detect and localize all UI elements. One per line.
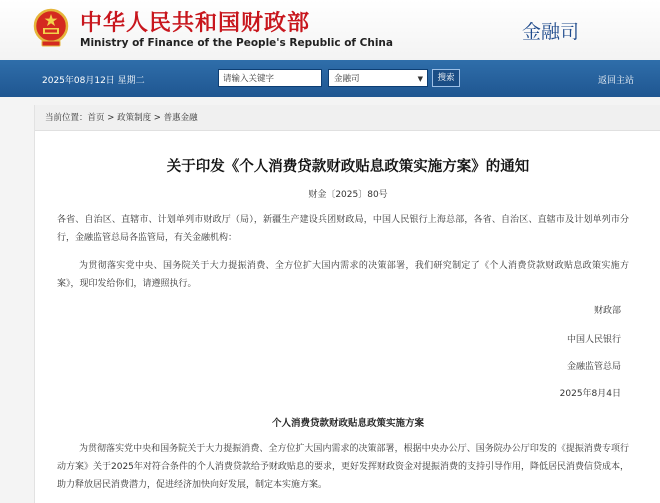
return-home-link[interactable]: 返回主站: [598, 76, 635, 86]
site-title-en: Ministry of Finance of the People's Republic of China: [80, 37, 393, 49]
search-button[interactable]: 搜索: [432, 69, 460, 87]
document-body: 为贯彻落实党中央、国务院关于大力提振消费、全方位扩大国内需求的决策部署，我们研究制定了《个人消费贷款财政贴息政策实施方案》，现印发给你们，请遵照执行。: [57, 261, 629, 289]
current-date: 2025年08月12日 星期二: [42, 76, 145, 86]
national-emblem-icon: [33, 8, 69, 48]
article-panel: [34, 105, 660, 503]
breadcrumb-prefix: 当前位置：: [45, 113, 88, 123]
breadcrumb-separator: >: [104, 113, 118, 123]
chevron-down-icon: ▼: [417, 75, 423, 83]
document-title: 关于印发《个人消费贷款财政贴息政策实施方案》的通知: [166, 159, 530, 175]
breadcrumb-item-inclusive-finance[interactable]: 普惠金融: [163, 113, 198, 123]
signatory-pboc: 中国人民银行: [566, 335, 621, 345]
attachment-title: 个人消费贷款财政贴息政策实施方案: [271, 418, 424, 429]
document-recipients: 各省、自治区、直辖市、计划单列市财政厅（局），新疆生产建设兵团财政局，中国人民银行上海总部，各省、自治区、直辖市及计划单列市分行，金融监管总局各监管局，有关金融机构：: [57, 215, 629, 243]
signatory-nfra: 金融监管总局: [566, 362, 621, 372]
department-name[interactable]: 金融司: [522, 21, 580, 43]
breadcrumb-item-home[interactable]: 首页: [87, 113, 105, 123]
breadcrumb-item-policy[interactable]: 政策制度: [117, 113, 152, 123]
breadcrumb-separator: >: [151, 113, 164, 123]
attachment-body: 为贯彻落实党中央和国务院关于大力提振消费、全方位扩大国内需求的决策部署，根据中央办公厅、国务院办公厅印发的《提振消费专项行动方案》关于2025年对符合条件的个人消费贷款给予财政贴息的要求，更好发挥财政资金对提振消费的支持引导作用，降低居民消费信贷成本，助力释放居民消费潜力，促进经济加快向好发展，制定本实施方案。: [57, 444, 629, 490]
site-title-cn: 中华人民共和国财政部: [80, 11, 311, 36]
search-scope-value: 金融司: [334, 74, 360, 84]
breadcrumb: [35, 105, 660, 131]
navigation-bar: [0, 60, 660, 97]
search-input[interactable]: 请输入关键字: [218, 69, 322, 87]
signatory-mof: 财政部: [593, 306, 621, 316]
document-date: 2025年8月4日: [559, 389, 621, 399]
site-header: [0, 0, 660, 60]
search-scope-select[interactable]: [328, 69, 428, 87]
document-number: 财金〔2025〕80号: [308, 190, 388, 200]
